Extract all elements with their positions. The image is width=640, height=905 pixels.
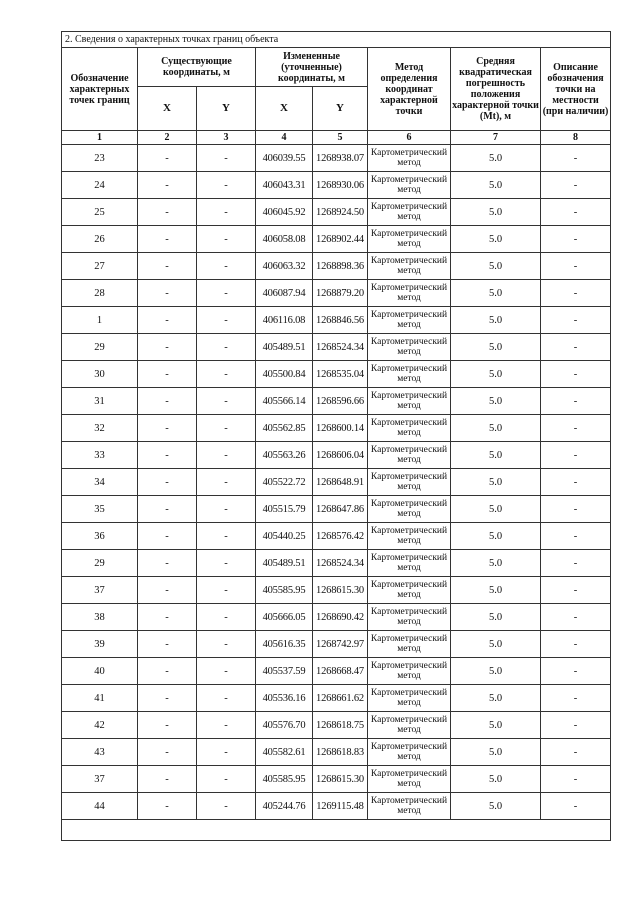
existing-x-cell: - [138,145,197,172]
description-cell: - [541,172,611,199]
point-id-cell: 31 [62,388,138,415]
column-number: 8 [541,131,611,145]
changed-y-cell: 1268648.91 [313,469,368,496]
method-cell: Картометрический метод [368,685,451,712]
existing-x-cell: - [138,469,197,496]
header-description: Описание обозначения точки на местности (при наличии) [541,48,611,131]
point-id-cell: 32 [62,415,138,442]
changed-y-cell: 1268879.20 [313,280,368,307]
existing-y-cell: - [197,739,256,766]
existing-y-cell: - [197,280,256,307]
table-row [62,226,611,253]
method-cell: Картометрический метод [368,145,451,172]
column-number: 4 [256,131,313,145]
method-cell: Картометрический метод [368,361,451,388]
method-cell: Картометрический метод [368,253,451,280]
description-cell: - [541,712,611,739]
changed-x-cell: 405562.85 [256,415,313,442]
point-id-cell: 30 [62,361,138,388]
description-cell: - [541,442,611,469]
existing-x-cell: - [138,307,197,334]
mean-error-cell: 5.0 [451,496,541,523]
table-row [62,577,611,604]
method-cell: Картометрический метод [368,712,451,739]
mean-error-cell: 5.0 [451,685,541,712]
mean-error-cell: 5.0 [451,739,541,766]
method-cell: Картометрический метод [368,307,451,334]
method-cell: Картометрический метод [368,469,451,496]
changed-x-cell: 405566.14 [256,388,313,415]
points-table-body [62,145,611,820]
point-id-cell: 44 [62,793,138,820]
existing-x-cell: - [138,199,197,226]
table-row [62,631,611,658]
method-cell: Картометрический метод [368,226,451,253]
existing-y-cell: - [197,631,256,658]
changed-y-cell: 1268846.56 [313,307,368,334]
mean-error-cell: 5.0 [451,145,541,172]
method-cell: Картометрический метод [368,334,451,361]
changed-x-cell: 405489.51 [256,550,313,577]
existing-y-cell: - [197,604,256,631]
column-number: 2 [138,131,197,145]
header-mean-error: Средняя квадратическая погрешность положения характерной точки (Mt), м [451,48,541,131]
table-row [62,469,611,496]
header-method: Метод определения координат характерной точки [368,48,451,131]
changed-y-cell: 1268930.06 [313,172,368,199]
method-cell: Картометрический метод [368,388,451,415]
changed-y-cell: 1268618.75 [313,712,368,739]
description-cell: - [541,253,611,280]
table-row [62,712,611,739]
method-cell: Картометрический метод [368,496,451,523]
table-row [62,685,611,712]
changed-x-cell: 406045.92 [256,199,313,226]
existing-y-cell: - [197,577,256,604]
table-footer-row [62,820,611,841]
changed-y-cell: 1268898.36 [313,253,368,280]
changed-y-cell: 1268535.04 [313,361,368,388]
point-id-cell: 42 [62,712,138,739]
existing-x-cell: - [138,766,197,793]
existing-x-cell: - [138,550,197,577]
description-cell: - [541,577,611,604]
changed-x-cell: 405536.16 [256,685,313,712]
existing-x-cell: - [138,496,197,523]
section-title: 2. Сведения о характерных точках границ объекта [62,32,611,48]
mean-error-cell: 5.0 [451,604,541,631]
column-number: 6 [368,131,451,145]
existing-y-cell: - [197,415,256,442]
mean-error-cell: 5.0 [451,388,541,415]
existing-x-cell: - [138,712,197,739]
method-cell: Картометрический метод [368,631,451,658]
description-cell: - [541,361,611,388]
existing-y-cell: - [197,550,256,577]
changed-x-cell: 405500.84 [256,361,313,388]
changed-y-cell: 1268647.86 [313,496,368,523]
existing-y-cell: - [197,145,256,172]
column-number-row [62,131,611,145]
existing-y-cell: - [197,226,256,253]
existing-x-cell: - [138,442,197,469]
changed-x-cell: 405563.26 [256,442,313,469]
description-cell: - [541,469,611,496]
table-row [62,523,611,550]
point-id-cell: 33 [62,442,138,469]
description-cell: - [541,496,611,523]
method-cell: Картометрический метод [368,766,451,793]
mean-error-cell: 5.0 [451,307,541,334]
description-cell: - [541,307,611,334]
point-id-cell: 29 [62,334,138,361]
description-cell: - [541,793,611,820]
existing-x-cell: - [138,631,197,658]
header-changed-y: Y [313,87,368,131]
mean-error-cell: 5.0 [451,442,541,469]
table-row [62,496,611,523]
changed-x-cell: 405522.72 [256,469,313,496]
existing-y-cell: - [197,199,256,226]
header-existing-y: Y [197,87,256,131]
existing-x-cell: - [138,604,197,631]
method-cell: Картометрический метод [368,739,451,766]
mean-error-cell: 5.0 [451,793,541,820]
existing-x-cell: - [138,253,197,280]
changed-x-cell: 406087.94 [256,280,313,307]
mean-error-cell: 5.0 [451,469,541,496]
mean-error-cell: 5.0 [451,766,541,793]
table-row [62,415,611,442]
existing-x-cell: - [138,793,197,820]
method-cell: Картометрический метод [368,523,451,550]
description-cell: - [541,685,611,712]
changed-x-cell: 406063.32 [256,253,313,280]
point-id-cell: 43 [62,739,138,766]
existing-x-cell: - [138,280,197,307]
table-row [62,307,611,334]
point-id-cell: 26 [62,226,138,253]
point-id-cell: 24 [62,172,138,199]
existing-y-cell: - [197,307,256,334]
mean-error-cell: 5.0 [451,550,541,577]
method-cell: Картометрический метод [368,577,451,604]
existing-x-cell: - [138,172,197,199]
existing-y-cell: - [197,766,256,793]
changed-y-cell: 1268668.47 [313,658,368,685]
changed-x-cell: 406039.55 [256,145,313,172]
existing-y-cell: - [197,253,256,280]
changed-x-cell: 405616.35 [256,631,313,658]
changed-x-cell: 405440.25 [256,523,313,550]
column-number: 5 [313,131,368,145]
point-id-cell: 41 [62,685,138,712]
point-id-cell: 37 [62,577,138,604]
existing-x-cell: - [138,685,197,712]
description-cell: - [541,334,611,361]
changed-y-cell: 1268576.42 [313,523,368,550]
mean-error-cell: 5.0 [451,631,541,658]
description-cell: - [541,658,611,685]
mean-error-cell: 5.0 [451,658,541,685]
point-id-cell: 36 [62,523,138,550]
method-cell: Картометрический метод [368,793,451,820]
changed-x-cell: 405244.76 [256,793,313,820]
table-row [62,361,611,388]
changed-x-cell: 405576.70 [256,712,313,739]
existing-y-cell: - [197,658,256,685]
method-cell: Картометрический метод [368,199,451,226]
changed-y-cell: 1268600.14 [313,415,368,442]
table-row [62,550,611,577]
description-cell: - [541,226,611,253]
point-id-cell: 40 [62,658,138,685]
changed-y-cell: 1268615.30 [313,766,368,793]
mean-error-cell: 5.0 [451,253,541,280]
table-row [62,280,611,307]
changed-y-cell: 1268606.04 [313,442,368,469]
existing-x-cell: - [138,226,197,253]
changed-x-cell: 405537.59 [256,658,313,685]
point-id-cell: 35 [62,496,138,523]
mean-error-cell: 5.0 [451,712,541,739]
mean-error-cell: 5.0 [451,172,541,199]
existing-y-cell: - [197,388,256,415]
header-changed-coords: Измененные (уточненные) координаты, м [256,48,368,87]
mean-error-cell: 5.0 [451,523,541,550]
description-cell: - [541,739,611,766]
table-row [62,766,611,793]
points-document [61,31,610,841]
description-cell: - [541,550,611,577]
changed-x-cell: 405585.95 [256,577,313,604]
description-cell: - [541,388,611,415]
changed-x-cell: 406043.31 [256,172,313,199]
description-cell: - [541,199,611,226]
description-cell: - [541,280,611,307]
changed-x-cell: 406058.08 [256,226,313,253]
existing-x-cell: - [138,334,197,361]
table-row [62,388,611,415]
column-number: 1 [62,131,138,145]
table-row [62,253,611,280]
mean-error-cell: 5.0 [451,334,541,361]
existing-x-cell: - [138,658,197,685]
table-row [62,739,611,766]
changed-y-cell: 1268902.44 [313,226,368,253]
point-id-cell: 34 [62,469,138,496]
point-id-cell: 27 [62,253,138,280]
method-cell: Картометрический метод [368,442,451,469]
point-id-cell: 38 [62,604,138,631]
existing-y-cell: - [197,523,256,550]
existing-y-cell: - [197,361,256,388]
column-number: 3 [197,131,256,145]
points-table [61,31,611,841]
description-cell: - [541,604,611,631]
method-cell: Картометрический метод [368,604,451,631]
table-row [62,199,611,226]
mean-error-cell: 5.0 [451,226,541,253]
mean-error-cell: 5.0 [451,280,541,307]
description-cell: - [541,631,611,658]
changed-x-cell: 405666.05 [256,604,313,631]
method-cell: Картометрический метод [368,415,451,442]
changed-y-cell: 1268524.34 [313,334,368,361]
method-cell: Картометрический метод [368,658,451,685]
changed-y-cell: 1268596.66 [313,388,368,415]
header-existing-coords: Существующие координаты, м [138,48,256,87]
header-changed-x: X [256,87,313,131]
changed-y-cell: 1268618.83 [313,739,368,766]
existing-y-cell: - [197,685,256,712]
mean-error-cell: 5.0 [451,577,541,604]
table-row [62,658,611,685]
changed-y-cell: 1268661.62 [313,685,368,712]
changed-y-cell: 1269115.48 [313,793,368,820]
table-row [62,604,611,631]
existing-y-cell: - [197,793,256,820]
mean-error-cell: 5.0 [451,415,541,442]
table-row [62,334,611,361]
point-id-cell: 37 [62,766,138,793]
changed-y-cell: 1268924.50 [313,199,368,226]
table-row [62,793,611,820]
table-footer-cell [62,820,611,841]
changed-x-cell: 406116.08 [256,307,313,334]
description-cell: - [541,415,611,442]
changed-x-cell: 405515.79 [256,496,313,523]
existing-x-cell: - [138,739,197,766]
existing-y-cell: - [197,334,256,361]
description-cell: - [541,145,611,172]
mean-error-cell: 5.0 [451,361,541,388]
existing-y-cell: - [197,496,256,523]
table-row [62,145,611,172]
changed-x-cell: 405585.95 [256,766,313,793]
changed-y-cell: 1268615.30 [313,577,368,604]
point-id-cell: 1 [62,307,138,334]
table-row [62,172,611,199]
method-cell: Картометрический метод [368,172,451,199]
changed-y-cell: 1268524.34 [313,550,368,577]
existing-x-cell: - [138,388,197,415]
point-id-cell: 28 [62,280,138,307]
method-cell: Картометрический метод [368,280,451,307]
existing-y-cell: - [197,442,256,469]
existing-x-cell: - [138,415,197,442]
method-cell: Картометрический метод [368,550,451,577]
existing-x-cell: - [138,577,197,604]
existing-y-cell: - [197,172,256,199]
table-row [62,442,611,469]
header-existing-x: X [138,87,197,131]
mean-error-cell: 5.0 [451,199,541,226]
existing-y-cell: - [197,712,256,739]
changed-y-cell: 1268938.07 [313,145,368,172]
existing-x-cell: - [138,523,197,550]
description-cell: - [541,523,611,550]
existing-x-cell: - [138,361,197,388]
point-id-cell: 39 [62,631,138,658]
description-cell: - [541,766,611,793]
changed-x-cell: 405489.51 [256,334,313,361]
point-id-cell: 25 [62,199,138,226]
column-number: 7 [451,131,541,145]
header-point-designation: Обозначение характерных точек границ [62,48,138,131]
point-id-cell: 29 [62,550,138,577]
point-id-cell: 23 [62,145,138,172]
changed-y-cell: 1268690.42 [313,604,368,631]
changed-y-cell: 1268742.97 [313,631,368,658]
existing-y-cell: - [197,469,256,496]
changed-x-cell: 405582.61 [256,739,313,766]
